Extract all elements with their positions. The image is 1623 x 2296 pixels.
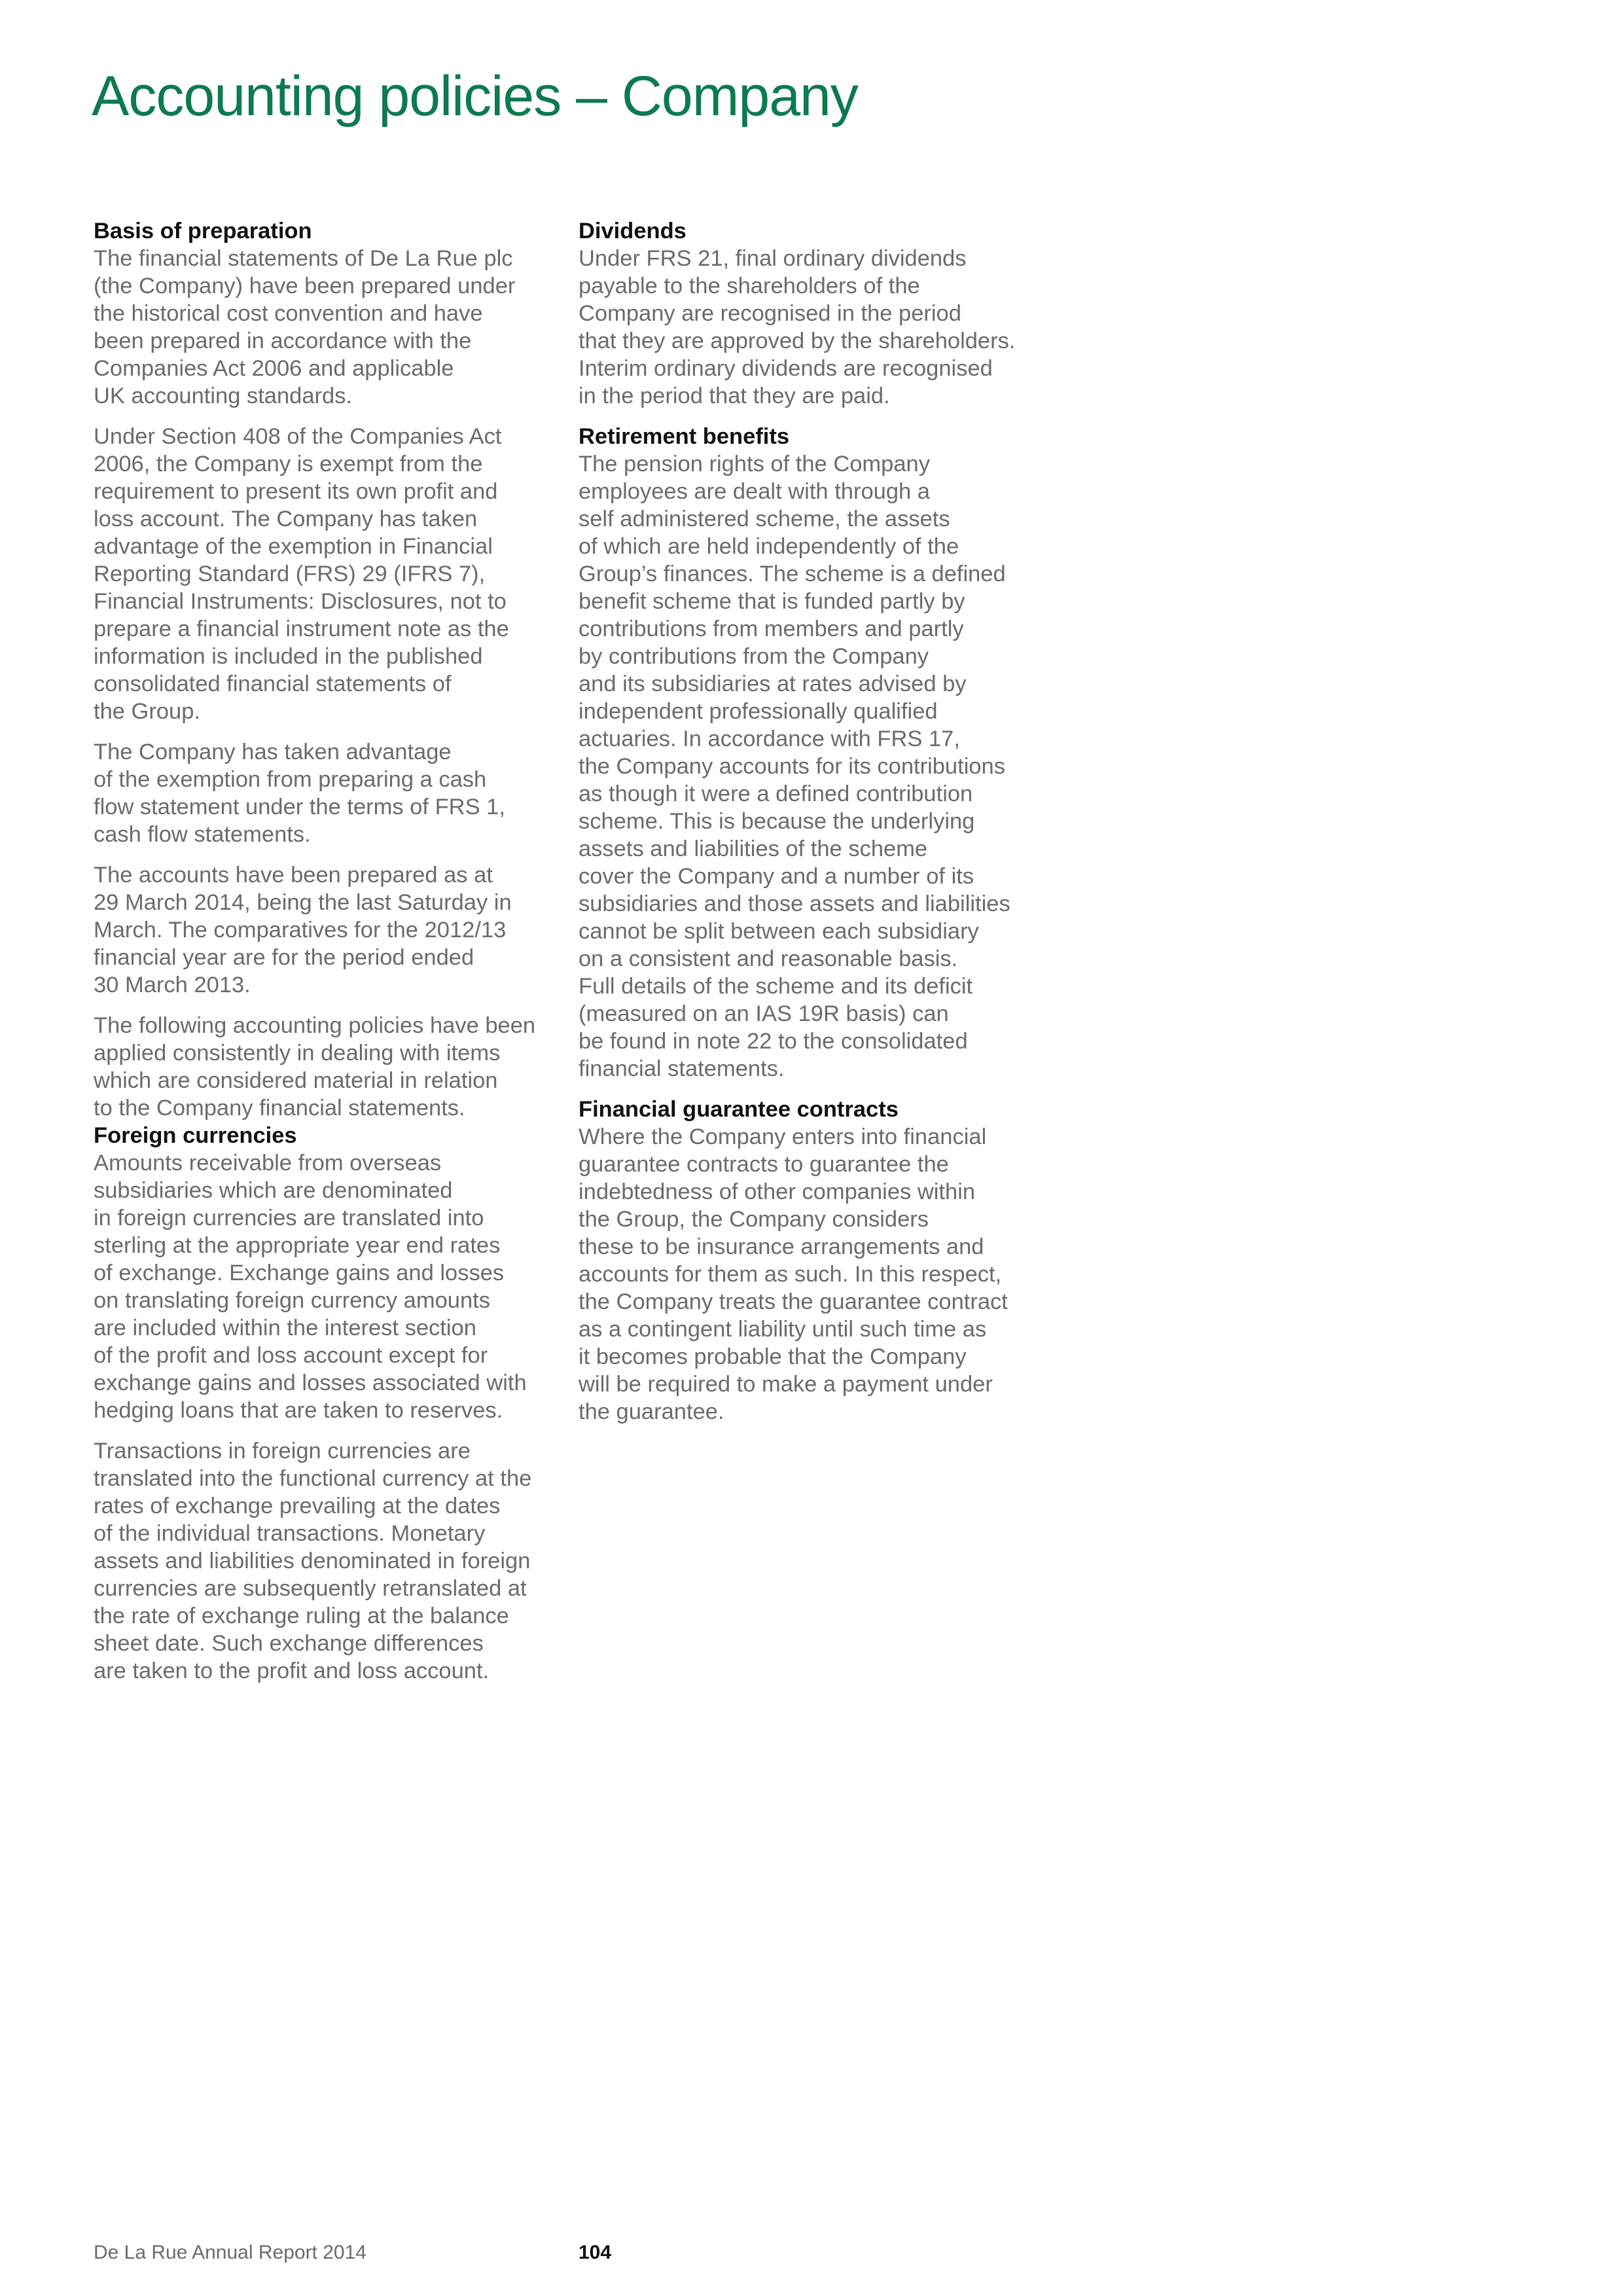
paragraph — [94, 423, 558, 725]
text-line: the Company treats the guarantee contract — [579, 1289, 1008, 1314]
text-line: of which are held independently of the — [579, 534, 959, 559]
section-heading: Foreign currencies — [94, 1123, 297, 1148]
text-line: 30 March 2013. — [94, 973, 251, 997]
paragraph — [579, 245, 1043, 410]
text-line: sterling at the appropriate year end rates — [94, 1233, 501, 1258]
text-line: rates of exchange prevailing at the dates — [94, 1494, 501, 1518]
text-line: UK accounting standards. — [94, 384, 353, 408]
text-line: employees are dealt with through a — [579, 479, 930, 504]
text-line: (measured on an IAS 19R basis) can — [579, 1001, 949, 1026]
text-line: the guarantee. — [579, 1399, 724, 1424]
text-line: in the period that they are paid. — [579, 384, 890, 408]
text-line: Where the Company enters into financial — [579, 1124, 987, 1149]
text-line: (the Company) have been prepared under — [94, 274, 516, 298]
text-line: subsidiaries and those assets and liabilities — [579, 891, 1010, 916]
text-line: benefit scheme that is funded partly by — [579, 589, 965, 614]
paragraph — [94, 1437, 558, 1685]
paragraph — [94, 738, 558, 848]
text-line: Amounts receivable from overseas — [94, 1151, 442, 1175]
text-line: of exchange. Exchange gains and losses — [94, 1261, 505, 1285]
text-line: Financial Instruments: Disclosures, not to — [94, 589, 507, 614]
text-line: payable to the shareholders of the — [579, 274, 920, 298]
text-line: sheet date. Such exchange differences — [94, 1631, 484, 1656]
text-line: Transactions in foreign currencies are — [94, 1439, 471, 1463]
text-line: as a contingent liability until such time as — [579, 1317, 987, 1342]
text-line: been prepared in accordance with the — [94, 329, 472, 353]
text-line: exchange gains and losses associated with — [94, 1371, 527, 1395]
text-line: it becomes probable that the Company — [579, 1344, 967, 1369]
text-line: cannot be split between each subsidiary — [579, 919, 979, 944]
text-line: translated into the functional currency at the — [94, 1466, 532, 1491]
text-line: The following accounting policies have been — [94, 1013, 536, 1038]
text-line: 2006, the Company is exempt from the — [94, 452, 483, 476]
section-financial-guarantee-contracts — [579, 1096, 1043, 1426]
section-heading: Financial guarantee contracts — [579, 1097, 899, 1122]
text-line: 29 March 2014, being the last Saturday in — [94, 890, 512, 915]
text-line: Companies Act 2006 and applicable — [94, 356, 454, 381]
section-retirement-benefits — [579, 423, 1043, 1083]
text-line: will be required to make a payment under — [579, 1372, 993, 1397]
text-line: contributions from members and partly — [579, 617, 964, 641]
text-line: information is included in the published — [94, 644, 483, 669]
text-line: accounts for them as such. In this respect, — [579, 1262, 1002, 1287]
text-line: that they are approved by the shareholders. — [579, 329, 1016, 353]
text-line: requirement to present its own profit and — [94, 479, 498, 504]
text-line: and its subsidiaries at rates advised by — [579, 672, 967, 696]
text-line: which are considered material in relation — [94, 1068, 498, 1093]
text-line: The accounts have been prepared as at — [94, 863, 493, 888]
paragraph — [579, 1123, 1043, 1426]
text-line: Reporting Standard (FRS) 29 (IFRS 7), — [94, 562, 486, 586]
text-line: independent professionally qualified — [579, 699, 938, 724]
text-line: the rate of exchange ruling at the balance — [94, 1604, 509, 1628]
text-line: cash flow statements. — [94, 822, 311, 847]
text-line: Under Section 408 of the Companies Act — [94, 424, 502, 449]
text-line: cover the Company and a number of its — [579, 864, 974, 889]
text-line: these to be insurance arrangements and — [579, 1234, 984, 1259]
left-column — [94, 217, 558, 1698]
text-line: The financial statements of De La Rue plc — [94, 246, 513, 271]
text-line: to the Company financial statements. — [94, 1096, 465, 1121]
text-line: Interim ordinary dividends are recognised — [579, 356, 993, 381]
text-line: in foreign currencies are translated into — [94, 1206, 484, 1230]
text-line: the Group, the Company considers — [579, 1207, 929, 1232]
section-foreign-currencies — [94, 1122, 558, 1685]
text-line: on a consistent and reasonable basis. — [579, 946, 958, 971]
footer-report-title: De La Rue Annual Report 2014 — [94, 2242, 366, 2263]
text-line: assets and liabilities of the scheme — [579, 836, 928, 861]
text-line: of the exemption from preparing a cash — [94, 767, 487, 792]
text-line: guarantee contracts to guarantee the — [579, 1152, 949, 1177]
text-line: The Company has taken advantage — [94, 740, 452, 764]
text-line: flow statement under the terms of FRS 1, — [94, 795, 505, 819]
text-line: loss account. The Company has taken — [94, 507, 478, 531]
text-line: are taken to the profit and loss account. — [94, 1659, 490, 1683]
section-basis-of-preparation — [94, 217, 558, 1122]
section-heading: Basis of preparation — [94, 219, 312, 243]
section-heading: Dividends — [579, 219, 687, 243]
paragraph — [94, 1149, 558, 1424]
text-line: on translating foreign currency amounts — [94, 1288, 490, 1313]
paragraph — [94, 861, 558, 999]
text-line: hedging loans that are taken to reserves. — [94, 1398, 503, 1423]
text-line: as though it were a defined contribution — [579, 781, 973, 806]
text-line: the historical cost convention and have — [94, 301, 483, 326]
paragraph — [94, 245, 558, 410]
text-line: advantage of the exemption in Financial — [94, 534, 493, 559]
text-line: prepare a financial instrument note as the — [94, 617, 509, 641]
text-line: are included within the interest section — [94, 1316, 476, 1340]
section-heading: Retirement benefits — [579, 424, 790, 449]
text-line: consolidated financial statements of — [94, 672, 452, 696]
text-line: The pension rights of the Company — [579, 452, 930, 476]
paragraph — [94, 1012, 558, 1122]
text-line: by contributions from the Company — [579, 644, 929, 669]
text-line: of the profit and loss account except for — [94, 1343, 488, 1368]
page-number: 104 — [579, 2242, 612, 2263]
text-line: the Group. — [94, 699, 201, 724]
text-line: scheme. This is because the underlying — [579, 809, 975, 834]
section-dividends — [579, 217, 1043, 410]
text-line: self administered scheme, the assets — [579, 507, 950, 531]
text-line: the Company accounts for its contributions — [579, 754, 1005, 779]
text-line: financial statements. — [579, 1056, 785, 1081]
text-line: assets and liabilities denominated in foreign — [94, 1549, 531, 1573]
text-line: financial year are for the period ended — [94, 945, 474, 970]
text-line: be found in note 22 to the consolidated — [579, 1029, 968, 1054]
text-line: Full details of the scheme and its deficit — [579, 974, 973, 999]
paragraph — [579, 450, 1043, 1083]
text-line: actuaries. In accordance with FRS 17, — [579, 726, 960, 751]
text-line: indebtedness of other companies within — [579, 1179, 976, 1204]
right-column — [579, 217, 1043, 1439]
text-line: subsidiaries which are denominated — [94, 1178, 453, 1203]
text-line: March. The comparatives for the 2012/13 — [94, 918, 507, 942]
text-line: applied consistently in dealing with items — [94, 1041, 501, 1066]
text-line: Group’s finances. The scheme is a defined — [579, 562, 1006, 586]
text-line: Under FRS 21, final ordinary dividends — [579, 246, 967, 271]
text-line: currencies are subsequently retranslated at — [94, 1576, 527, 1601]
text-line: Company are recognised in the period — [579, 301, 961, 326]
page-title: Accounting policies – Company — [92, 65, 858, 128]
text-line: of the individual transactions. Monetary — [94, 1521, 486, 1546]
